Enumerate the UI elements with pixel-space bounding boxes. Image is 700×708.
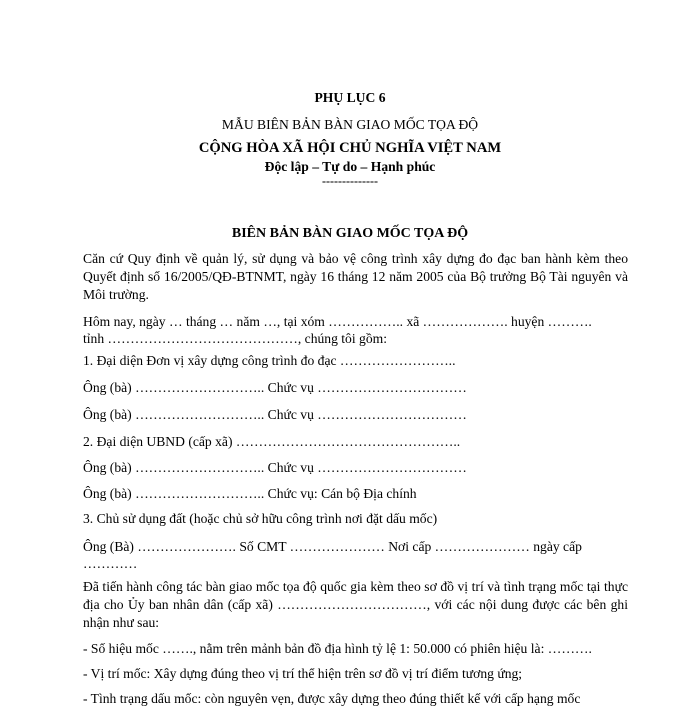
section-3-heading: 3. Chủ sử dụng đất (hoặc chủ sở hữu công trình nơi đặt dấu mốc): [83, 511, 438, 526]
legal-basis-paragraph: Căn cứ Quy định về quản lý, sử dụng và bảo vệ công trình xây dựng đo đạc ban hành kèm theo Quyết định số 16/2005/QĐ-BTNMT, ngày 16 tháng 12 năm 2005 của Bộ trưởng Bộ Tài nguyên và Môi trường.: [83, 251, 628, 302]
section-3-person-line-2: …………: [83, 556, 138, 571]
document-title: BIÊN BẢN BÀN GIAO MỐC TỌA ĐỘ: [231, 226, 469, 241]
form-title: MẪU BIÊN BẢN BÀN GIAO MỐC TỌA ĐỘ: [221, 117, 479, 132]
section-2-person-1: Ông (bà) ……………………….. Chức vụ ……………………………: [83, 460, 467, 475]
section-1-heading: 1. Đại diện Đơn vị xây dựng công trình đo đạc ……………………..: [83, 353, 456, 368]
section-3-person-line-1: Ông (Bà) …………………. Số CMT ………………… Nơi cấp ………………… ngày cấp: [83, 539, 582, 554]
motto-separator: --------------: [322, 174, 378, 188]
section-2-heading: 2. Đại diện UBND (cấp xã) …………………………………………..: [83, 434, 461, 449]
item-marker-location: - Vị trí mốc: Xây dựng đúng theo vị trí thể hiện trên sơ đồ vị trí điểm tương ứng;: [83, 666, 523, 681]
date-place-line-1: Hôm nay, ngày … tháng … năm …, tại xóm …………….. xã ………………. huyện ……….: [83, 314, 592, 329]
section-2-person-2: Ông (bà) ……………………….. Chức vụ: Cán bộ Địa chính: [83, 486, 417, 501]
item-marker-condition: - Tình trạng dấu mốc: còn nguyên vẹn, được xây dựng theo đúng thiết kế với cấp hạng mốc: [83, 691, 581, 706]
date-place-line-2: tỉnh ……………………………………, chúng tôi gồm:: [83, 331, 387, 346]
republic-name: CỘNG HÒA XÃ HỘI CHỦ NGHĨA VIỆT NAM: [198, 140, 502, 156]
handover-paragraph: Đã tiến hành công tác bàn giao mốc tọa độ quốc gia kèm theo sơ đồ vị trí và tình trạng mốc tại thực địa cho Ủy ban nhân dân (cấp xã) ……………………………, với các nội dung được các bên ghi nhận như sau:: [83, 579, 628, 630]
item-marker-number: - Số hiệu mốc ……., nằm trên mảnh bản đồ địa hình tỷ lệ 1: 50.000 có phiên hiệu là: ……….: [83, 641, 592, 656]
national-motto: Độc lập – Tự do – Hạnh phúc: [264, 159, 436, 174]
section-1-person-2: Ông (bà) ……………………….. Chức vụ ……………………………: [83, 407, 467, 422]
section-1-person-1: Ông (bà) ……………………….. Chức vụ ……………………………: [83, 380, 467, 395]
appendix-heading: PHỤ LỤC 6: [314, 90, 386, 105]
